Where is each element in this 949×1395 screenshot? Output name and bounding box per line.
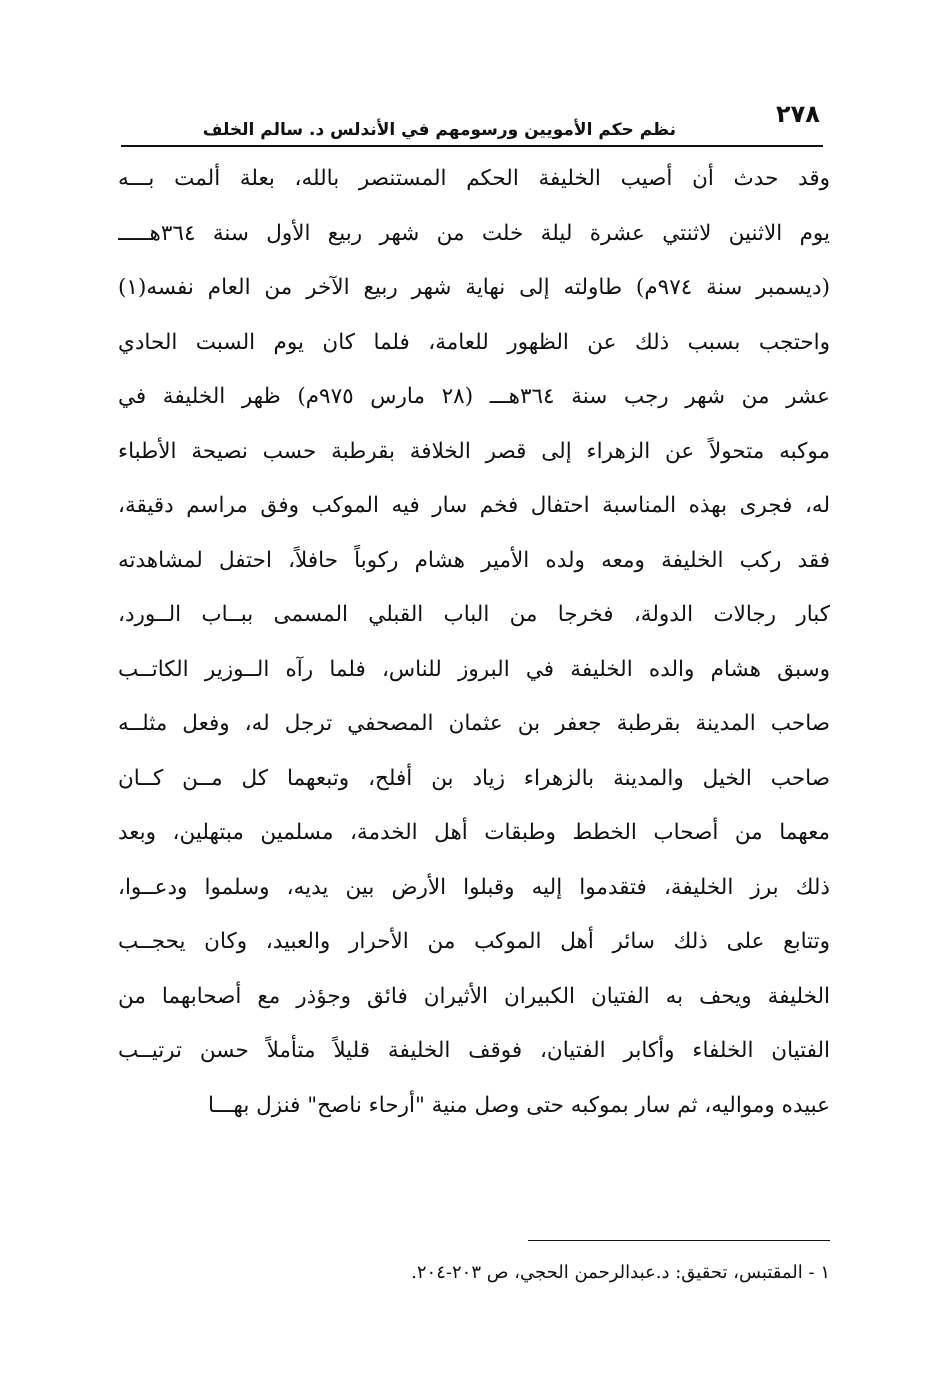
body-line: عشر من شهر رجب سنة ٣٦٤هـــ (٢٨ مارس ٩٧٥م) ظهر الخليفة في (118, 384, 830, 409)
body-line: ذلك برز الخليفة، فتقدموا إليه وقبلوا الأرض بين يديه، وسلموا ودعــوا، (118, 874, 830, 900)
footnote: ١ - المقتبس، تحقيق: د.عبدالرحمن الحجي، ص ٢٠٣-٢٠٤. (411, 1262, 830, 1283)
body-line: فقد ركب الخليفة ومعه ولده الأمير هشام ركوباً حافلاً، احتفل لمشاهدته (118, 547, 830, 573)
body-line: وقد حدث أن أصيب الخليفة الحكم المستنصر بالله، بعلة ألمت بـــه (118, 166, 830, 191)
body-line: الفتيان الخلفاء وأكابر الفتيان، فوقف الخليفة قليلاً متأملاً حسن ترتيــب (118, 1038, 830, 1063)
body-line: معهما من أصحاب الخطط وطبقات أهل الخدمة، مسلمين مبتهلين، وبعد (118, 820, 830, 845)
body-line: يوم الاثنين لاثنتي عشرة ليلة خلت من شهر ربيع الأول سنة ٣٦٤هـــــ (118, 220, 830, 246)
body-line: وسبق هشام والده الخليفة في البروز للناس، فلما رآه الــوزير الكاتــب (118, 656, 830, 682)
body-text (118, 152, 830, 1133)
header-divider (121, 145, 823, 147)
body-line: (ديسمبر سنة ٩٧٤م) طاولته إلى نهاية شهر ربيع الآخر من العام نفسه(١) (118, 275, 830, 300)
body-line: واحتجب بسبب ذلك عن الظهور للعامة، فلما كان يوم السبت الحادي (118, 329, 830, 355)
body-line: صاحب الخيل والمدينة بالزهراء زياد بن أفلح، وتبعهما كل مــن كــان (118, 765, 830, 791)
footnote-divider (528, 1240, 830, 1241)
body-line: موكبه متحولاً عن الزهراء إلى قصر الخلافة بقرطبة حسب نصيحة الأطباء (118, 438, 830, 464)
body-line: له، فجرى بهذه المناسبة احتفال فخم سار فيه الموكب وفق مراسم دقيقة، (118, 493, 830, 518)
page-number: ٢٧٨ (776, 100, 820, 128)
body-line: الخليفة ويحف به الفتيان الكبيران الأثيران فائق وجؤذر مع أصحابهما من (118, 983, 830, 1009)
body-line: عبيده ومواليه، ثم سار بموكبه حتى وصل منية "أرحاء ناصح" فنزل بهـــا (207, 1092, 830, 1118)
body-line: صاحب المدينة بقرطبة جعفر بن عثمان المصحفي ترجل له، وفعل مثلــه (118, 711, 830, 736)
body-line: كبار رجالات الدولة، فخرجا من الباب القبلي المسمى ببــاب الــورد، (118, 602, 830, 627)
body-line: وتتابع على ذلك سائر أهل الموكب من الأحرار والعبيد، وكان يحجــب (118, 929, 830, 954)
running-header: نظم حكم الأمويين ورسومهم في الأندلس د. سالم الخلف (202, 120, 676, 140)
